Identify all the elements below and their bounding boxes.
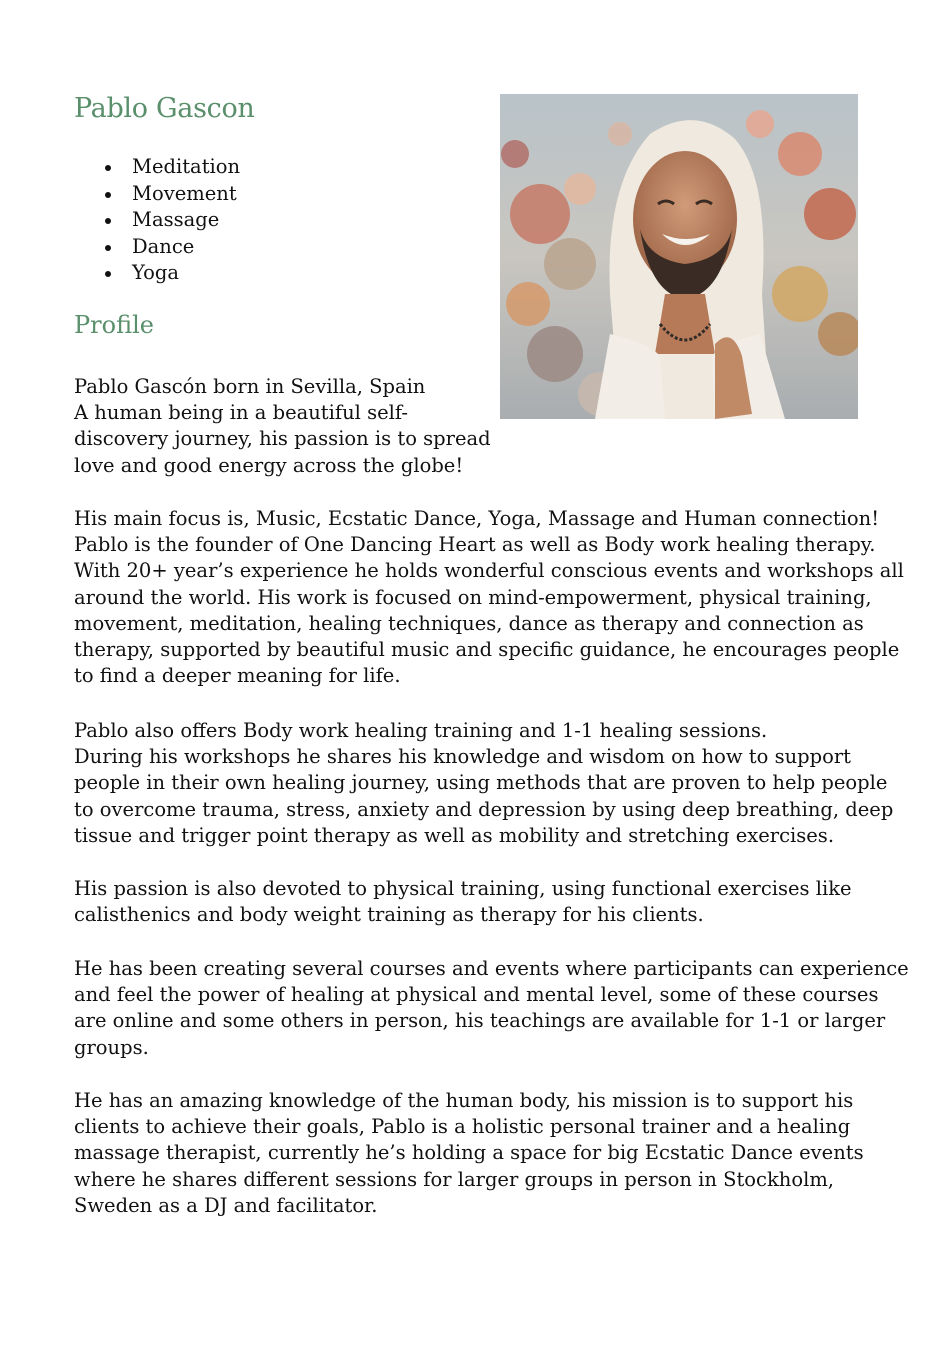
text-line: With 20+ year’s experience he holds wonderful conscious events and workshops all <box>74 559 904 583</box>
list-item: Massage <box>74 207 240 234</box>
text-line: discovery journey, his passion is to spread <box>74 427 491 451</box>
text-line: movement, meditation, healing techniques, dance as therapy and connection as <box>74 611 864 635</box>
skills-list <box>74 154 240 287</box>
text-line: tissue and trigger point therapy as well as mobility and stretching exercises. <box>74 823 835 847</box>
bio-paragraph <box>74 1088 864 1219</box>
text-line: where he shares different sessions for larger groups in person in Stockholm, <box>74 1167 835 1191</box>
portrait-photo <box>500 94 858 419</box>
text-line: groups. <box>74 1035 149 1059</box>
bio-paragraph <box>74 876 852 928</box>
text-line: massage therapist, currently he’s holding a space for big Ecstatic Dance events <box>74 1141 864 1165</box>
text-line: to find a deeper meaning for life. <box>74 664 401 688</box>
bio-paragraph <box>74 506 904 689</box>
text-line: A human being in a beautiful self- <box>74 401 408 425</box>
text-line: Pablo also offers Body work healing training and 1-1 healing sessions. <box>74 719 768 742</box>
text-line: He has an amazing knowledge of the human body, his mission is to support his <box>74 1089 854 1112</box>
text-line: His main focus is, Music, Ecstatic Dance, Yoga, Massage and Human connection! <box>74 507 880 530</box>
text-line: to overcome trauma, stress, anxiety and depression by using deep breathing, deep <box>74 797 894 821</box>
text-line: love and good energy across the globe! <box>74 453 464 477</box>
text-line: are online and some others in person, his teachings are available for 1-1 or larger <box>74 1009 886 1033</box>
text-line: clients to achieve their goals, Pablo is a holistic personal trainer and a healing <box>74 1115 851 1139</box>
section-heading-profile: Profile <box>74 311 154 339</box>
text-line: Pablo is the founder of One Dancing Heart as well as Body work healing therapy. <box>74 533 876 557</box>
list-item: Dance <box>74 234 240 261</box>
text-line: calisthenics and body weight training as therapy for his clients. <box>74 903 704 927</box>
text-line: His passion is also devoted to physical training, using functional exercises like <box>74 877 852 900</box>
text-line: Pablo Gascón born in Sevilla, Spain <box>74 375 426 398</box>
text-line: around the world. His work is focused on mind-empowerment, physical training, <box>74 585 872 609</box>
text-line: Sweden as a DJ and facilitator. <box>74 1193 378 1217</box>
text-line: and feel the power of healing at physical and mental level, some of these courses <box>74 983 879 1007</box>
text-line: During his workshops he shares his knowledge and wisdom on how to support <box>74 745 852 769</box>
page-title: Pablo Gascon <box>74 93 255 124</box>
list-item: Movement <box>74 181 240 208</box>
bio-paragraph <box>74 718 893 849</box>
intro-paragraph <box>74 374 494 479</box>
list-item: Yoga <box>74 260 240 287</box>
list-item: Meditation <box>74 154 240 181</box>
text-line: people in their own healing journey, using methods that are proven to help people <box>74 771 888 795</box>
bio-paragraph <box>74 956 909 1061</box>
text-line: therapy, supported by beautiful music and specific guidance, he encourages people <box>74 638 900 662</box>
text-line: He has been creating several courses and events where participants can experience <box>74 957 909 980</box>
